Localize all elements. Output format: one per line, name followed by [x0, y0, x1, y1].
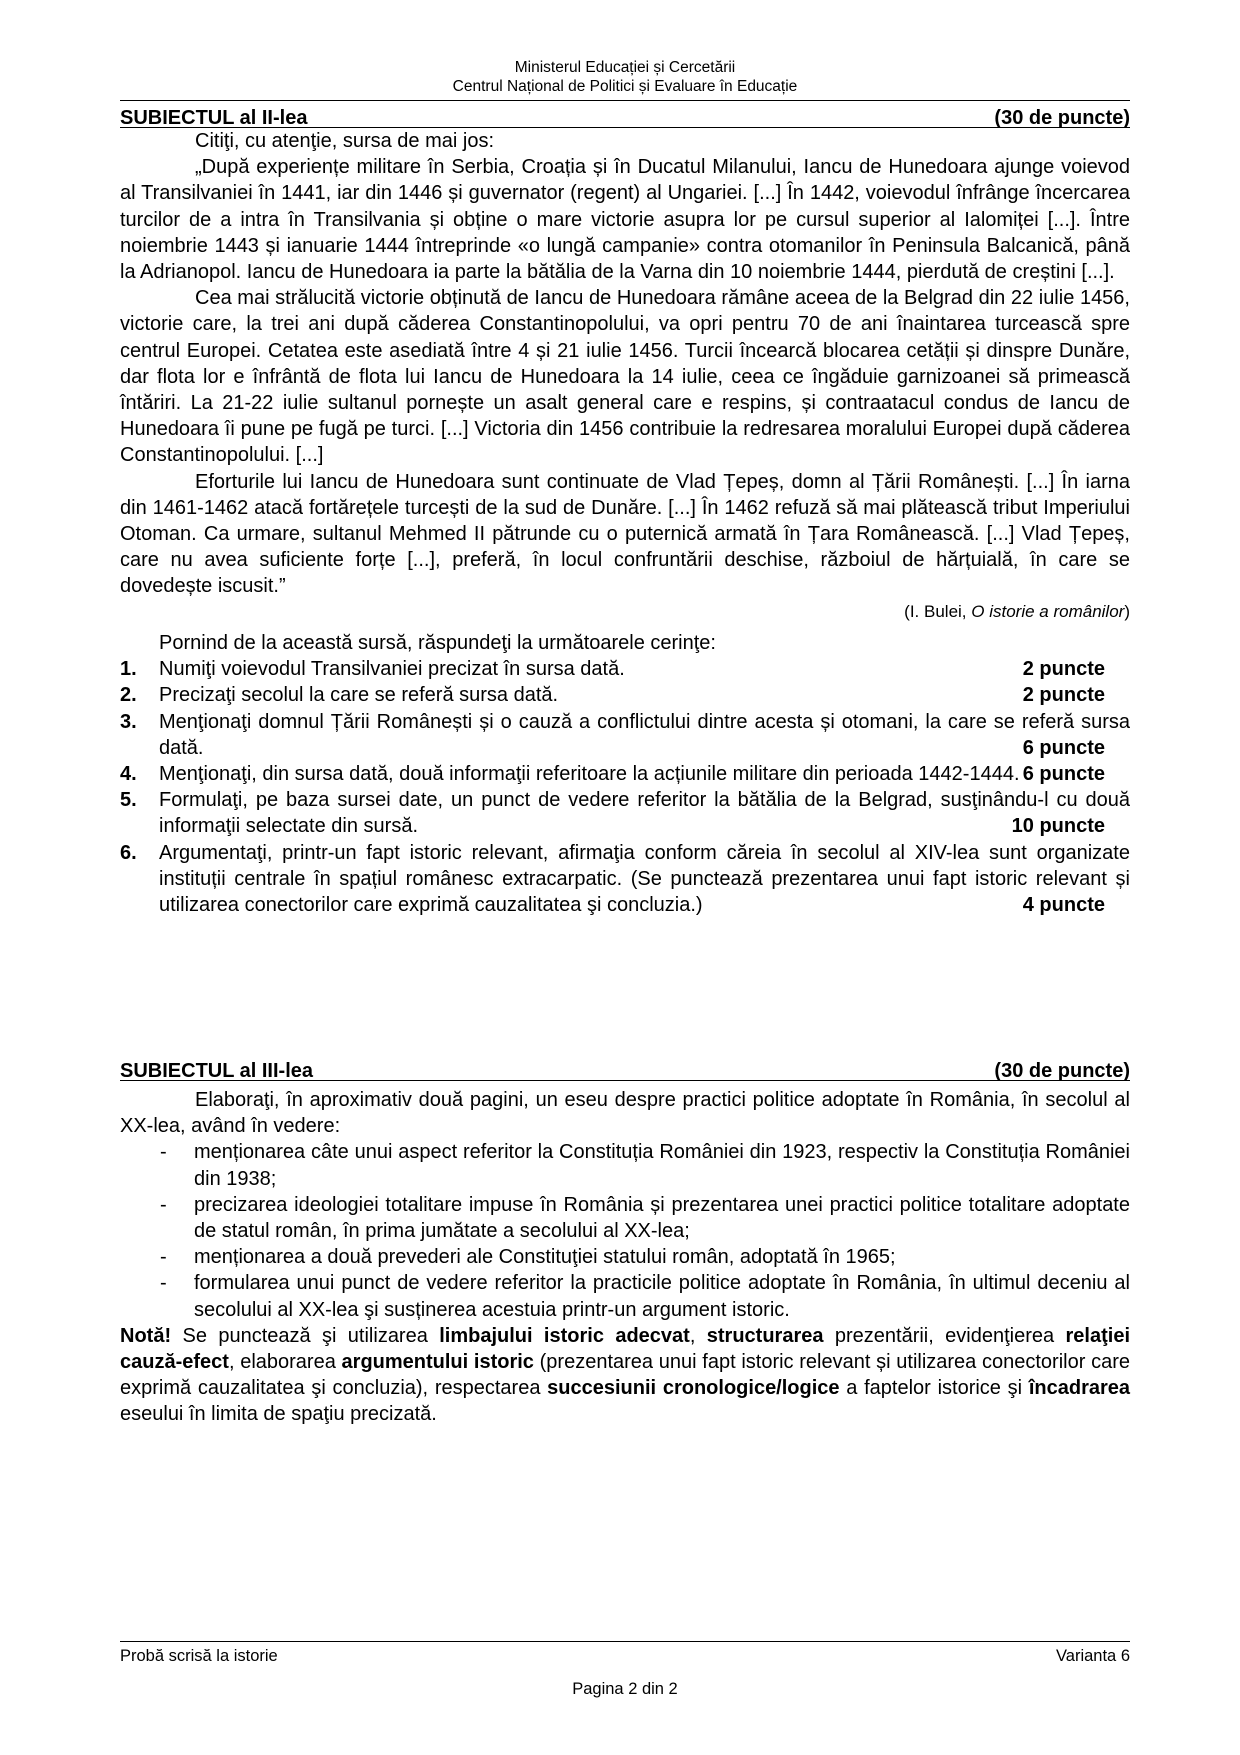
- subject2-body: [120, 128, 1130, 624]
- question-5-points: 10 puncte: [1011, 815, 1105, 838]
- header-center: Centrul Național de Politici și Evaluare în Educație: [452, 78, 798, 95]
- question-3: 3. Menţionaţi domnul Țării Românești și o cauză a conflictului dintre acesta și otomani, la care se referă sursa dată. 6 puncte: [120, 709, 1130, 761]
- subject2-points: (30 de puncte): [994, 107, 1130, 129]
- header-rule: [120, 100, 1130, 101]
- header-ministry: Ministerul Educației și Cercetării: [514, 59, 736, 76]
- subject3-body: [120, 1087, 1130, 1428]
- page-number: Pagina 2 din 2: [572, 1680, 678, 1698]
- question-2-points: 2 puncte: [1022, 684, 1105, 707]
- question-1-text: Numiţi voievodul Transilvaniei precizat în sursa dată.: [159, 658, 625, 681]
- subject2-intro: Citiţi, cu atenţie, sursa de mai jos:: [195, 130, 495, 152]
- question-5: 5. Formulaţi, pe baza sursei date, un punct de vedere referitor la bătălia de la Belgrad, susţinându-l cu două informaţii selectate din sursă. 10 puncte: [120, 787, 1130, 839]
- question-6-text: Argumentaţi, printr-un fapt istoric relevant, afirmaţia conform căreia în secolul al XIV-lea sunt organizate instituții centrale în spațiul românesc extracarpatic. (Se punctează prezentarea unui fapt istoric relevant și utilizarea conectorilor care exprimă cauzalitatea şi concluzia.): [159, 841, 1130, 917]
- question-1: 1. 2 puncte Numiţi voievodul Transilvaniei precizat în sursa dată.: [120, 656, 1130, 682]
- question-6: 6. Argumentaţi, printr-un fapt istoric relevant, afirmaţia conform căreia în secolul al XIV-lea sunt organizate instituții centrale în spațiul românesc extracarpatic. (Se punctează prezentarea unui fapt istoric relevant și utilizarea conectorilor care exprimă cauzalitatea şi concluzia.) 4 puncte: [120, 840, 1130, 919]
- subject3-title: SUBIECTUL al III-lea: [120, 1060, 314, 1082]
- question-3-text: Menţionaţi domnul Țării Românești și o cauză a conflictului dintre acesta și otomani, la care se referă sursa dată.: [159, 710, 1130, 759]
- footer-rule: [120, 1641, 1130, 1642]
- footer-exam-name: Probă scrisă la istorie: [120, 1647, 278, 1665]
- essay-requirement-3: - menționarea a două prevederi ale Constituţiei statului român, adoptată în 1965;: [160, 1246, 896, 1269]
- essay-requirement-2: - precizarea ideologiei totalitare impuse în România și prezentarea unei practici politice totalitare adoptate de statul român, în prima jumătate a secolului al XX-lea;: [160, 1193, 1130, 1243]
- essay-intro: Elaboraţi, în aproximativ două pagini, un eseu despre practici politice adoptate în România, în secolul al XX-lea, având în vedere:: [120, 1089, 1130, 1138]
- source-citation: (I. Bulei, O istorie a românilor): [904, 601, 1130, 621]
- subject3-points: (30 de puncte): [994, 1060, 1130, 1082]
- page-header: [120, 58, 1130, 96]
- question-4-points: 6 puncte: [1022, 763, 1105, 786]
- question-3-points: 6 puncte: [1022, 736, 1105, 759]
- footer-variant: Varianta 6: [1056, 1647, 1130, 1665]
- question-5-text: Formulaţi, pe baza sursei date, un punct de vedere referitor la bătălia de la Belgrad, susţinându-l cu două informaţii selectate din sursă.: [159, 789, 1130, 838]
- source-paragraph-1: „După experiențe militare în Serbia, Croația și în Ducatul Milanului, Iancu de Hunedoara ajunge voievod al Transilvaniei în 1441, iar din 1446 și guvernator (regent) al Ungariei. [...] În 1442, voievodul înfrânge încercarea turcilor de a intra în Transilvania și obține o mare victorie asupra lor pe cursul superior al Ialomiței [...]. Între noiembrie 1443 și ianuarie 1444 întreprinde «o lungă campanie» contra otomanilor în Peninsula Balcanică, până la Adrianopol. Iancu de Hunedoara ia parte la bătălia de la Varna din 10 noiembrie 1444, pierdută de creștini [...].: [120, 156, 1130, 284]
- question-4: 4. Menţionaţi, din sursa dată, două informaţii referitoare la acțiunile militare din perioada 1442-1444. 6 puncte: [120, 761, 1130, 787]
- source-paragraph-2: Cea mai strălucită victorie obținută de Iancu de Hunedoara rămâne aceea de la Belgrad din 22 iulie 1456, victorie care, la trei ani după căderea Constantinopolului, va opri pentru 70 de ani înaintarea turcească spre centrul Europei. Cetatea este asediată între 4 și 21 iulie 1456. Turcii încearcă blocarea cetății și dinspre Dunăre, dar flota lor e înfrântă de flota lui Iancu de Hunedoara la 14 iulie, ceea ce îngăduie garnizoanei să primească întăriri. La 21-22 iulie sultanul pornește un asalt general care e respins, și contraatacul condus de Iancu de Hunedoara îi pune pe fugă pe turci. [...] Victoria din 1456 contribuie la redresarea moralului Europei după căderea Constantinopolului. [...]: [120, 287, 1130, 467]
- question-2: 2. 2 puncte Precizaţi secolul la care se referă sursa dată.: [120, 682, 1130, 708]
- question-1-points: 2 puncte: [1022, 658, 1105, 681]
- essay-requirement-4: - formularea unui punct de vedere referitor la practicile politice adoptate în România, în ultimul deceniu al secolului al XX-lea şi susținerea acestuia printr-un argument istoric.: [160, 1272, 1130, 1321]
- source-paragraph-3: Eforturile lui Iancu de Hunedoara sunt continuate de Vlad Țepeș, domn al Țării Românești. [...] În iarna din 1461-1462 atacă fortărețele turcești de la sud de Dunăre. [...] În 1462 refuză să mai plătească tribut Imperiului Otoman. Ca urmare, sultanul Mehmed II pătrunde cu o puternică armată în Țara Românească. [...] Vlad Țepeș, care nu avea suficiente forțe [...], preferă, în locul confruntării deschise, războiul de hărțuială, în care se dovedește iscusit.”: [120, 470, 1130, 598]
- questions-lead: Pornind de la această sursă, răspundeţi la următoarele cerinţe:: [159, 632, 716, 654]
- essay-note: Notă! Se punctează şi utilizarea limbajului istoric adecvat, structurarea prezentării, evidenţierea relaţiei cauză-efect, elaborarea argumentului istoric (prezentarea unui fapt istoric relevant și utilizarea conectorilor care exprimă cauzalitatea şi concluzia), respectarea succesiunii cronologice/logice a faptelor istorice şi încadrarea eseului în limita de spaţiu precizată.: [120, 1324, 1130, 1426]
- questions-block: [120, 630, 1130, 918]
- question-6-points: 4 puncte: [1022, 894, 1105, 917]
- essay-requirement-1: - menționarea câte unui aspect referitor la Constituția României din 1923, respectiv la Constituția României din 1938;: [160, 1141, 1130, 1190]
- question-4-text: Menţionaţi, din sursa dată, două informaţii referitoare la acțiunile militare din perioada 1442-1444.: [159, 763, 1020, 786]
- subject3-underline: [120, 1080, 1130, 1081]
- question-2-text: Precizaţi secolul la care se referă sursa dată.: [159, 684, 559, 707]
- subject2-title: SUBIECTUL al II-lea: [120, 107, 308, 129]
